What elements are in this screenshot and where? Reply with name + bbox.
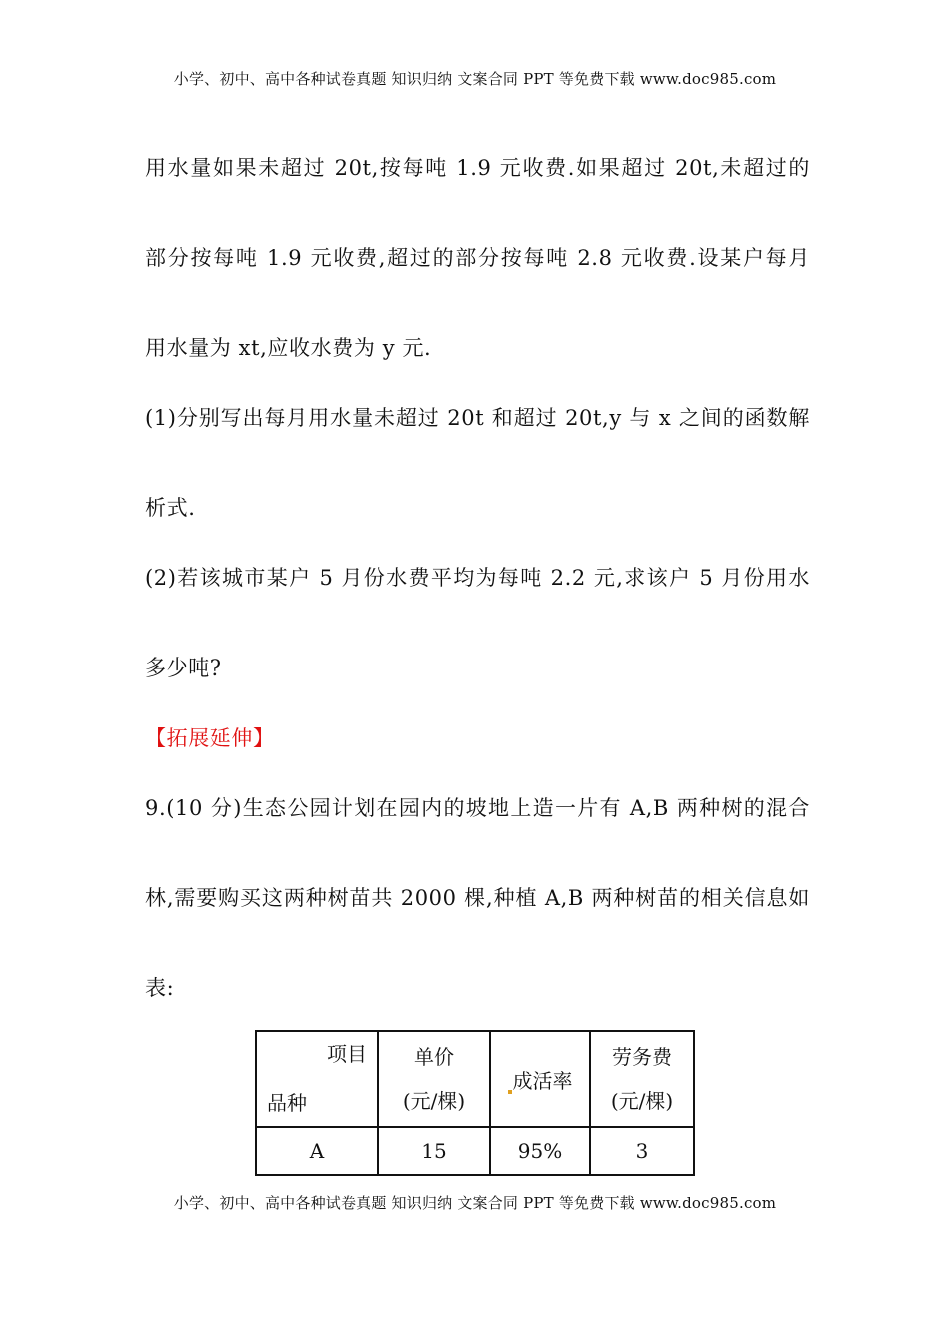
header-cell-labor xyxy=(590,1031,694,1127)
page-header: 小学、初中、高中各种试卷真题 知识归纳 文案合同 PPT 等免费下载 www.doc985.com xyxy=(173,70,777,88)
header-price-label: 单价 xyxy=(414,1045,454,1069)
header-survival-label: 成活率 xyxy=(512,1068,573,1093)
tree-info-table xyxy=(255,1030,695,1176)
extension-heading: 【拓展延伸】 xyxy=(145,726,275,750)
header-variety-label: 品种 xyxy=(267,1091,307,1115)
edit-mark-icon xyxy=(508,1090,512,1094)
problem9-line-2: 林,需要购买这两种树苗共 2000 棵,种植 A,B 两种树苗的相关信息如 xyxy=(145,886,810,910)
cell-price: 15 xyxy=(378,1127,490,1175)
problem8-part2-line-1: (2)若该城市某户 5 月份水费平均为每吨 2.2 元,求该户 5 月份用水 xyxy=(145,566,810,590)
header-item-label: 项目 xyxy=(327,1042,367,1066)
header-cell-price xyxy=(378,1031,490,1127)
cell-survival: 95% xyxy=(490,1127,590,1175)
header-cell-item-variety xyxy=(256,1031,378,1127)
header-labor-unit: (元/棵) xyxy=(610,1089,674,1113)
table-row xyxy=(256,1127,694,1175)
page-footer: 小学、初中、高中各种试卷真题 知识归纳 文案合同 PPT 等免费下载 www.doc985.com xyxy=(173,1194,777,1212)
header-labor-label: 劳务费 xyxy=(612,1045,672,1069)
header-price-unit: (元/棵) xyxy=(402,1089,466,1113)
table-header-row xyxy=(256,1031,694,1127)
problem8-part1-line-1: (1)分别写出每月用水量未超过 20t 和超过 20t,y 与 x 之间的函数解 xyxy=(145,406,810,430)
problem9-line-1: 9.(10 分)生态公园计划在园内的坡地上造一片有 A,B 两种树的混合 xyxy=(145,796,810,820)
cell-variety: A xyxy=(256,1127,378,1175)
problem8-line-2: 部分按每吨 1.9 元收费,超过的部分按每吨 2.8 元收费.设某户每月 xyxy=(145,246,810,270)
header-cell-survival xyxy=(490,1031,590,1127)
problem8-part1-line-2: 析式. xyxy=(145,496,196,520)
problem9-line-3: 表: xyxy=(145,976,175,1000)
problem8-line-1: 用水量如果未超过 20t,按每吨 1.9 元收费.如果超过 20t,未超过的 xyxy=(145,156,810,180)
problem8-line-3: 用水量为 xt,应收水费为 y 元. xyxy=(145,336,432,360)
problem8-part2-line-2: 多少吨? xyxy=(145,656,222,680)
cell-labor: 3 xyxy=(590,1127,694,1175)
